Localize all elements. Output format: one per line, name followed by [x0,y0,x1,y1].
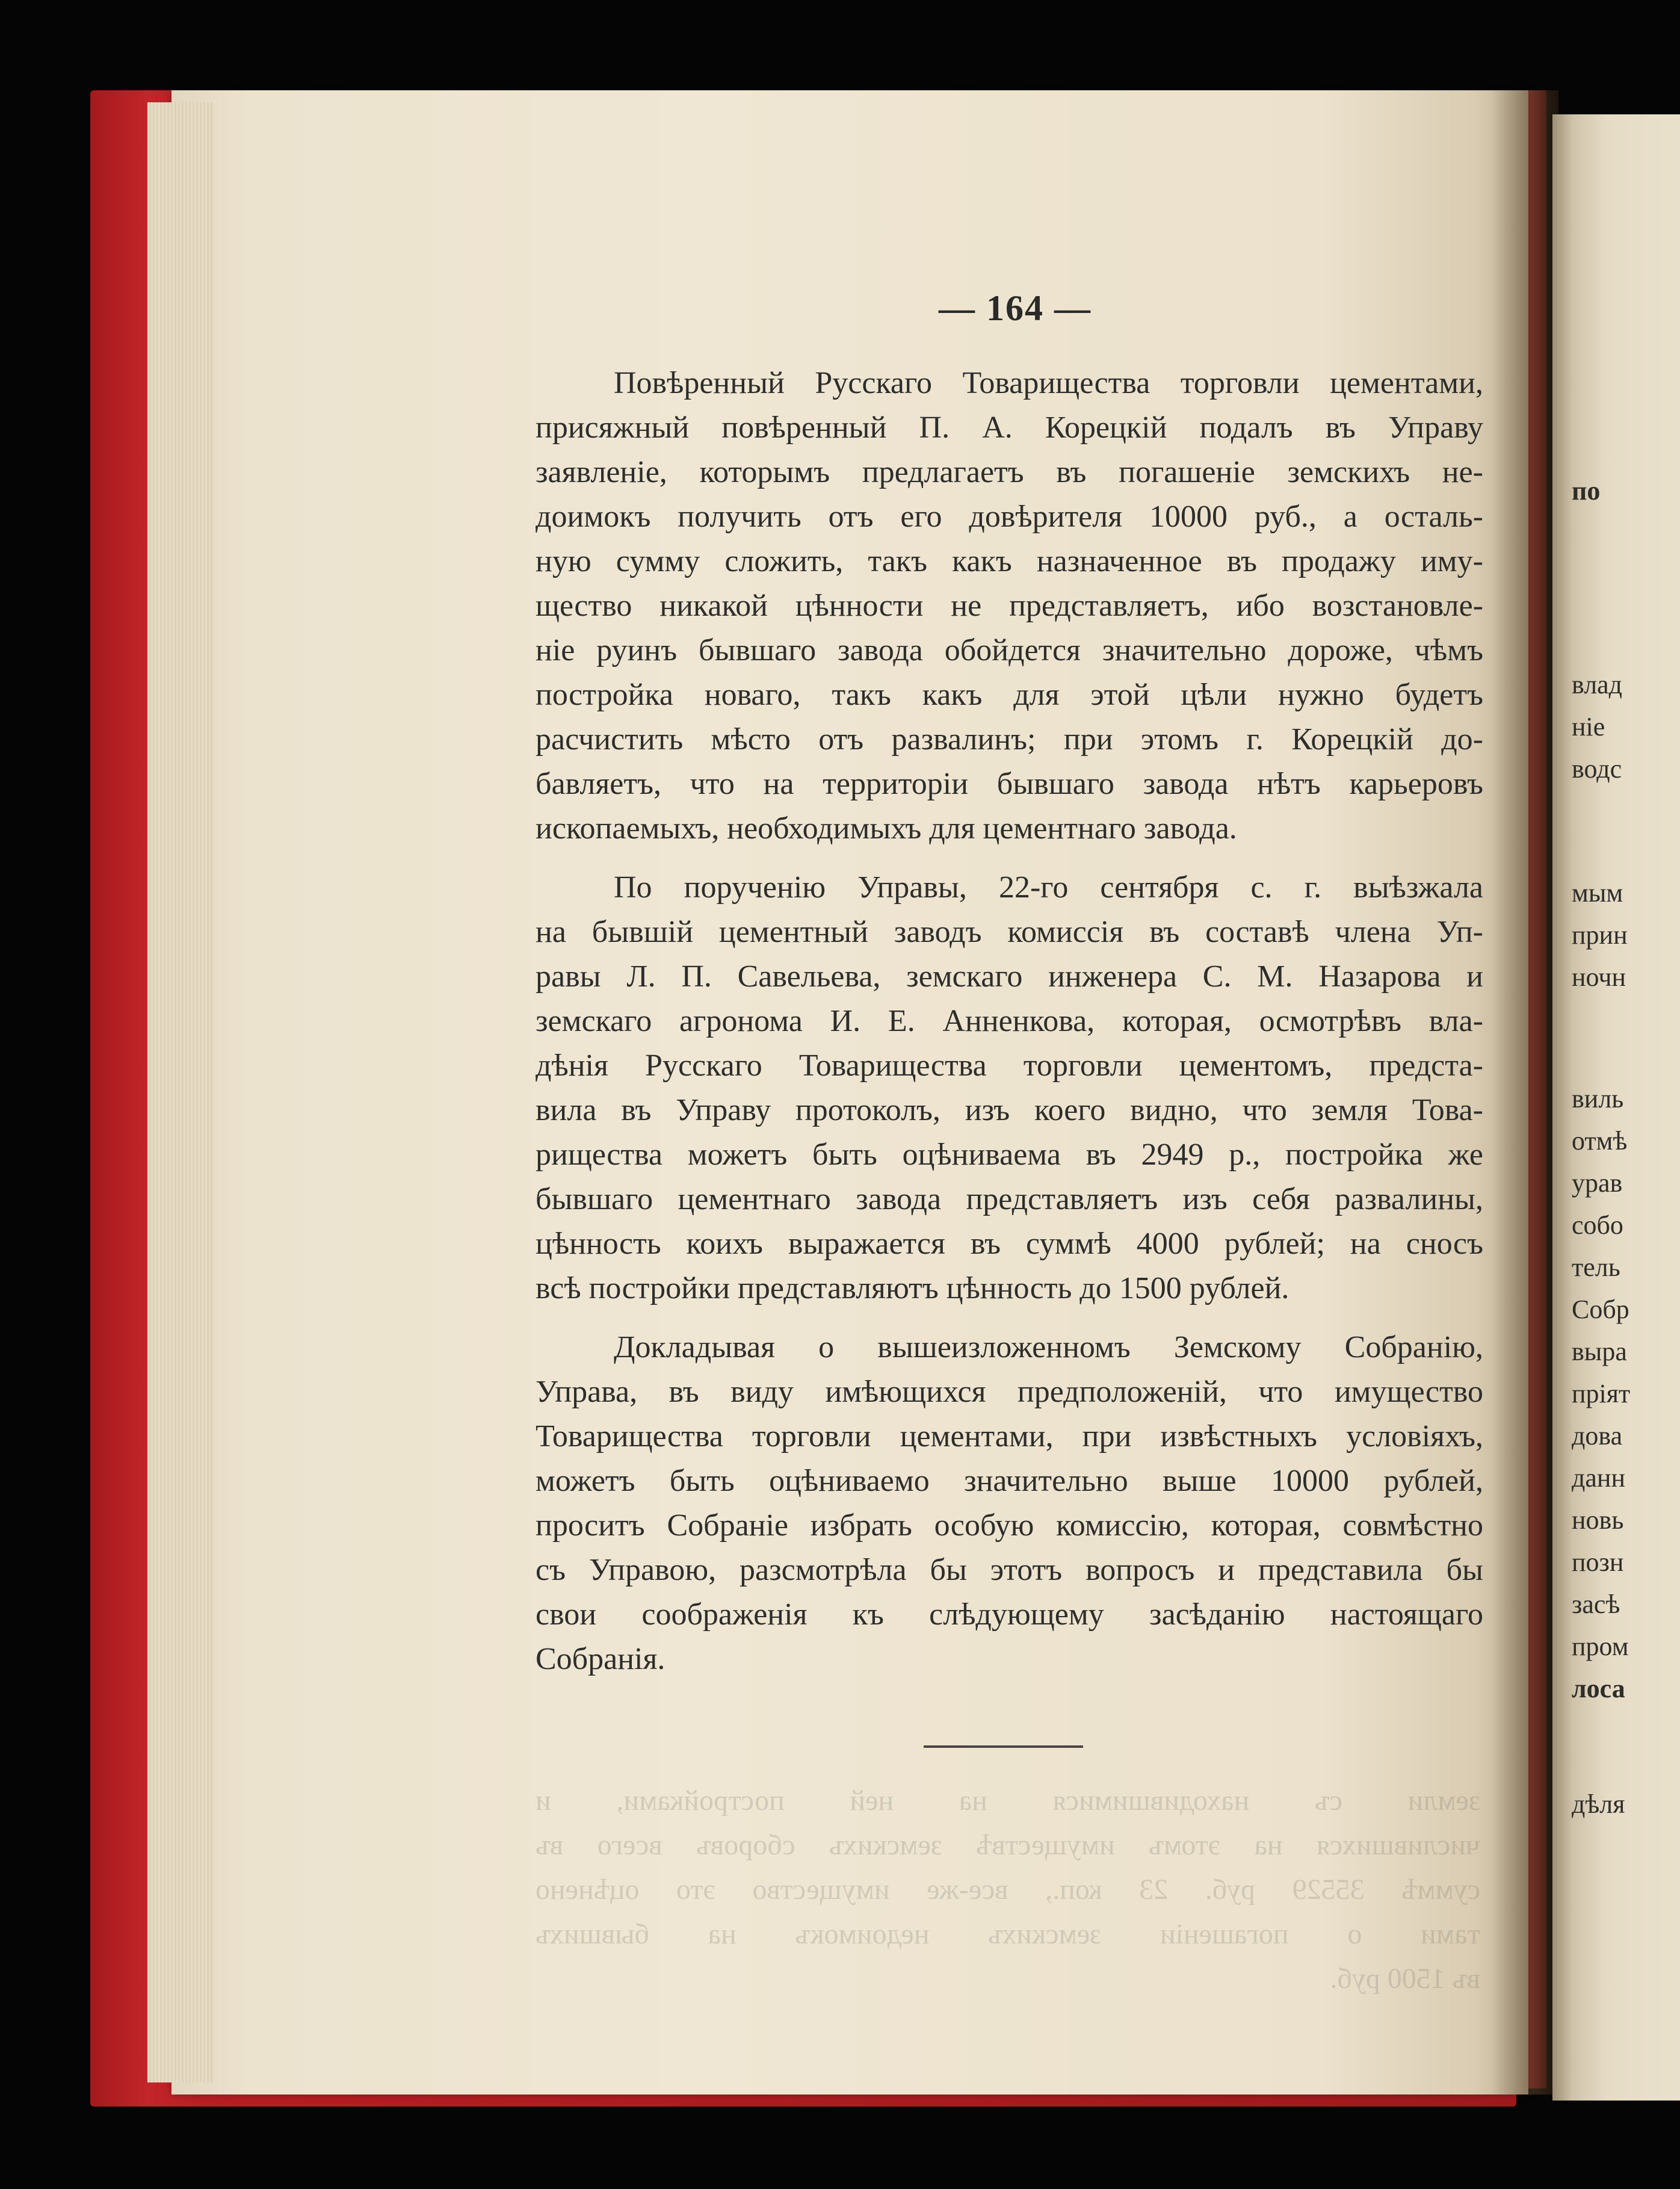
paragraph-1 [536,361,1483,851]
fragment: виль [1572,1084,1624,1113]
fragment: по [1572,476,1601,506]
closing-rule-divider [924,1745,1083,1748]
page-body-text [536,361,1483,1682]
text-line: съ Управою, разсмотрѣла бы этотъ вопросъ и представила бы [536,1553,1483,1587]
page-number: — 164 — [939,288,1092,328]
fragment: отмѣ [1572,1126,1628,1156]
fragment: урав [1572,1168,1623,1198]
bleed-line: суммѣ 35529 руб. 23 коп., все-же имущество это оцѣнено [536,1874,1480,1906]
text-line: цѣнность коихъ выражается въ суммѣ 4000 рублей; на сносъ [536,1227,1483,1261]
fragment: пром [1572,1632,1629,1661]
fragment: выра [1572,1337,1627,1366]
text-line: всѣ постройки представляютъ цѣнность до 1500 рублей. [536,1271,1289,1305]
fragment: прин [1572,920,1628,950]
fragment: засѣ [1572,1590,1620,1619]
paragraph-gap [536,851,1483,865]
fragment: ночн [1572,962,1626,992]
fragment: дова [1572,1421,1623,1451]
text-line: По порученію Управы, 22-го сентября с. г. выѣзжала [614,870,1483,905]
text-line: бавляетъ, что на территоріи бывшаго завода нѣтъ карьеровъ [536,767,1483,801]
bleed-through-text [536,1779,1480,2001]
text-line: Докладывая о вышеизложенномъ Земскому Собранію, [614,1330,1483,1364]
text-line: вила въ Управу протоколъ, изъ коего видно, что земля Това- [536,1093,1483,1127]
fragment: водс [1572,754,1622,784]
bleed-line: въ 1500 руб. [1330,1963,1480,1995]
text-line: дѣнія Русскаго Товарищества торговли цементомъ, предста- [536,1048,1483,1083]
paragraph-3 [536,1325,1483,1682]
text-line: на бывшій цементный заводъ комиссія въ составѣ члена Уп- [536,915,1483,949]
fragment: влад [1572,670,1623,699]
text-line: свои соображенія къ слѣдующему засѣданію настоящаго [536,1597,1483,1632]
fragment: пріят [1572,1379,1631,1408]
text-line: щество никакой цѣнности не представляетъ, ибо возстановле- [536,589,1483,623]
fragment: лоса [1572,1674,1625,1703]
fragment: мым [1572,878,1623,908]
text-line: бывшаго цементнаго завода представляетъ изъ себя развалины, [536,1182,1483,1216]
text-line: Собранія. [536,1642,666,1676]
fragment: позн [1572,1547,1624,1577]
text-line: Товарищества торговли цементами, при извѣстныхъ условіяхъ, [536,1419,1483,1454]
paragraph-gap [536,1311,1483,1325]
text-line: равы Л. П. Савельева, земскаго инженера С. М. Назарова и [536,959,1483,994]
text-line: рищества можетъ быть оцѣниваема въ 2949 р., постройка же [536,1138,1483,1172]
fragment: Собр [1572,1295,1629,1324]
text-line: Управа, въ виду имѣющихся предположеній, что имущество [536,1375,1483,1409]
text-line: проситъ Собраніе избрать особую комиссію, которая, совмѣстно [536,1508,1483,1543]
fragment: собо [1572,1210,1623,1240]
text-line: можетъ быть оцѣниваемо значительно выше 10000 рублей, [536,1464,1483,1498]
text-line: расчистить мѣсто отъ развалинъ; при этомъ г. Корецкій до- [536,722,1483,757]
text-line: Повѣренный Русскаго Товарищества торговли цементами, [614,366,1483,400]
text-line: ископаемыхъ, необходимыхъ для цементнаго завода. [536,811,1237,846]
paragraph-2 [536,865,1483,1311]
fragment: данн [1572,1463,1626,1493]
text-line: ную сумму сложить, такъ какъ назначенное въ продажу иму- [536,544,1483,578]
book-gutter-shadow [1492,90,1558,2095]
fragment: новь [1572,1505,1624,1535]
bleed-line: тами о погашеніи земскихъ недоимокъ на бывшихъ [536,1918,1480,1950]
fragment: дѣля [1572,1789,1625,1819]
bleed-line: земли съ находившимися на ней постройками, и [536,1785,1480,1816]
text-line: постройка новаго, такъ какъ для этой цѣли нужно будетъ [536,678,1483,712]
text-line: присяжный повѣренный П. А. Корецкій подалъ въ Управу [536,410,1483,445]
bleed-line: числившихся на этомъ имуществѣ земскихъ сборовъ всего въ [536,1829,1480,1861]
fragment: ніе [1572,712,1605,742]
page-edges [147,102,214,2082]
text-line: земскаго агронома И. Е. Анненкова, которая, осмотрѣвъ вла- [536,1004,1483,1038]
text-line: ніе руинъ бывшаго завода обойдется значительно дороже, чѣмъ [536,633,1483,667]
fragment: тель [1572,1252,1620,1282]
text-line: доимокъ получить отъ его довѣрителя 10000 руб., а осталь- [536,500,1483,534]
text-line: заявленіе, которымъ предлагаетъ въ погашеніе земскихъ не- [536,455,1483,489]
